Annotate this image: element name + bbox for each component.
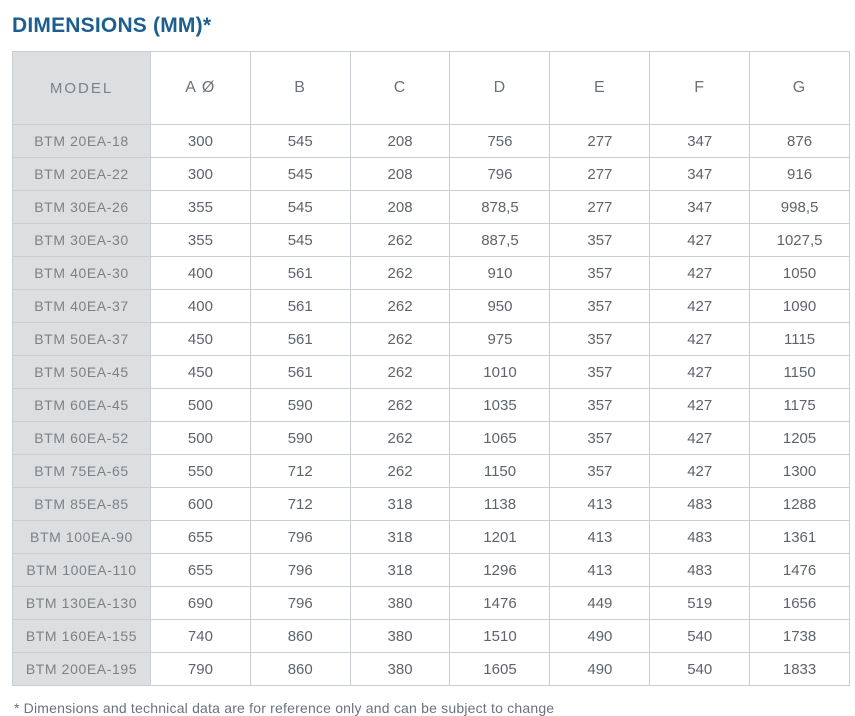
cell-g: 916 xyxy=(750,158,850,191)
cell-d: 756 xyxy=(450,125,550,158)
cell-model: BTM 75EA-65 xyxy=(13,455,151,488)
cell-g: 1027,5 xyxy=(750,224,850,257)
cell-g: 998,5 xyxy=(750,191,850,224)
cell-a: 600 xyxy=(151,488,251,521)
cell-a: 740 xyxy=(151,620,251,653)
cell-c: 318 xyxy=(350,554,450,587)
cell-c: 208 xyxy=(350,125,450,158)
cell-a: 655 xyxy=(151,554,251,587)
cell-e: 413 xyxy=(550,488,650,521)
cell-b: 712 xyxy=(250,488,350,521)
cell-b: 561 xyxy=(250,257,350,290)
cell-f: 427 xyxy=(650,455,750,488)
cell-e: 277 xyxy=(550,125,650,158)
footnote-text: Dimensions and technical data are for reference only and can be subject to change xyxy=(23,700,555,716)
cell-c: 262 xyxy=(350,356,450,389)
footnote-marker: * xyxy=(14,700,20,716)
cell-g: 1361 xyxy=(750,521,850,554)
cell-c: 380 xyxy=(350,653,450,686)
cell-a: 400 xyxy=(151,257,251,290)
cell-a: 500 xyxy=(151,389,251,422)
table-head xyxy=(13,52,850,125)
cell-g: 1833 xyxy=(750,653,850,686)
cell-a: 355 xyxy=(151,191,251,224)
dimensions-table-wrapper xyxy=(8,51,847,686)
cell-d: 1476 xyxy=(450,587,550,620)
cell-model: BTM 160EA-155 xyxy=(13,620,151,653)
cell-model: BTM 20EA-18 xyxy=(13,125,151,158)
cell-f: 483 xyxy=(650,521,750,554)
cell-g: 1656 xyxy=(750,587,850,620)
cell-d: 1150 xyxy=(450,455,550,488)
table-row xyxy=(13,521,850,554)
cell-a: 300 xyxy=(151,158,251,191)
cell-e: 357 xyxy=(550,455,650,488)
table-row xyxy=(13,620,850,653)
cell-model: BTM 60EA-52 xyxy=(13,422,151,455)
cell-model: BTM 30EA-30 xyxy=(13,224,151,257)
cell-g: 1150 xyxy=(750,356,850,389)
cell-g: 1476 xyxy=(750,554,850,587)
cell-b: 545 xyxy=(250,158,350,191)
cell-g: 1738 xyxy=(750,620,850,653)
table-row xyxy=(13,422,850,455)
cell-c: 318 xyxy=(350,488,450,521)
cell-model: BTM 40EA-30 xyxy=(13,257,151,290)
cell-d: 1065 xyxy=(450,422,550,455)
cell-f: 427 xyxy=(650,224,750,257)
table-row xyxy=(13,290,850,323)
cell-f: 427 xyxy=(650,389,750,422)
cell-g: 876 xyxy=(750,125,850,158)
cell-c: 262 xyxy=(350,389,450,422)
cell-model: BTM 100EA-90 xyxy=(13,521,151,554)
cell-e: 413 xyxy=(550,521,650,554)
cell-f: 427 xyxy=(650,356,750,389)
table-row xyxy=(13,191,850,224)
cell-f: 427 xyxy=(650,323,750,356)
cell-e: 357 xyxy=(550,290,650,323)
cell-b: 590 xyxy=(250,422,350,455)
dimensions-table xyxy=(12,51,850,686)
footnote xyxy=(14,700,847,716)
cell-model: BTM 50EA-45 xyxy=(13,356,151,389)
cell-b: 590 xyxy=(250,389,350,422)
cell-b: 561 xyxy=(250,290,350,323)
table-row xyxy=(13,488,850,521)
cell-b: 545 xyxy=(250,191,350,224)
cell-e: 357 xyxy=(550,257,650,290)
column-header-a: A Ø xyxy=(151,52,251,125)
cell-g: 1300 xyxy=(750,455,850,488)
cell-e: 490 xyxy=(550,653,650,686)
cell-g: 1090 xyxy=(750,290,850,323)
cell-d: 796 xyxy=(450,158,550,191)
cell-a: 355 xyxy=(151,224,251,257)
cell-g: 1115 xyxy=(750,323,850,356)
cell-b: 712 xyxy=(250,455,350,488)
cell-b: 860 xyxy=(250,653,350,686)
cell-c: 262 xyxy=(350,257,450,290)
table-body xyxy=(13,125,850,686)
column-header-model: MODEL xyxy=(13,52,151,125)
cell-d: 1510 xyxy=(450,620,550,653)
cell-d: 887,5 xyxy=(450,224,550,257)
cell-b: 796 xyxy=(250,587,350,620)
cell-a: 300 xyxy=(151,125,251,158)
cell-f: 427 xyxy=(650,290,750,323)
cell-a: 550 xyxy=(151,455,251,488)
table-row xyxy=(13,653,850,686)
cell-f: 427 xyxy=(650,422,750,455)
cell-c: 262 xyxy=(350,290,450,323)
cell-e: 357 xyxy=(550,422,650,455)
cell-b: 796 xyxy=(250,521,350,554)
cell-f: 347 xyxy=(650,191,750,224)
cell-c: 208 xyxy=(350,158,450,191)
cell-e: 449 xyxy=(550,587,650,620)
cell-e: 490 xyxy=(550,620,650,653)
cell-e: 277 xyxy=(550,158,650,191)
cell-c: 262 xyxy=(350,422,450,455)
column-header-c: C xyxy=(350,52,450,125)
page-title: DIMENSIONS (MM)* xyxy=(12,14,212,37)
cell-b: 545 xyxy=(250,224,350,257)
cell-b: 561 xyxy=(250,356,350,389)
table-row xyxy=(13,257,850,290)
cell-g: 1288 xyxy=(750,488,850,521)
column-header-e: E xyxy=(550,52,650,125)
cell-c: 262 xyxy=(350,323,450,356)
cell-a: 450 xyxy=(151,323,251,356)
cell-f: 483 xyxy=(650,554,750,587)
cell-model: BTM 20EA-22 xyxy=(13,158,151,191)
cell-d: 975 xyxy=(450,323,550,356)
cell-g: 1205 xyxy=(750,422,850,455)
table-row xyxy=(13,356,850,389)
cell-a: 655 xyxy=(151,521,251,554)
cell-model: BTM 85EA-85 xyxy=(13,488,151,521)
cell-a: 450 xyxy=(151,356,251,389)
table-row xyxy=(13,554,850,587)
cell-c: 262 xyxy=(350,224,450,257)
cell-model: BTM 50EA-37 xyxy=(13,323,151,356)
cell-g: 1050 xyxy=(750,257,850,290)
table-row xyxy=(13,224,850,257)
table-header-row xyxy=(13,52,850,125)
column-header-d: D xyxy=(450,52,550,125)
cell-d: 878,5 xyxy=(450,191,550,224)
cell-e: 357 xyxy=(550,224,650,257)
column-header-g: G xyxy=(750,52,850,125)
cell-a: 400 xyxy=(151,290,251,323)
table-row xyxy=(13,158,850,191)
cell-f: 483 xyxy=(650,488,750,521)
cell-f: 427 xyxy=(650,257,750,290)
cell-a: 690 xyxy=(151,587,251,620)
cell-b: 545 xyxy=(250,125,350,158)
cell-d: 950 xyxy=(450,290,550,323)
table-row xyxy=(13,389,850,422)
cell-model: BTM 200EA-195 xyxy=(13,653,151,686)
cell-b: 860 xyxy=(250,620,350,653)
cell-model: BTM 100EA-110 xyxy=(13,554,151,587)
cell-f: 540 xyxy=(650,620,750,653)
column-header-f: F xyxy=(650,52,750,125)
table-row xyxy=(13,125,850,158)
cell-a: 500 xyxy=(151,422,251,455)
table-row xyxy=(13,323,850,356)
cell-d: 1138 xyxy=(450,488,550,521)
table-row xyxy=(13,587,850,620)
cell-model: BTM 130EA-130 xyxy=(13,587,151,620)
cell-e: 357 xyxy=(550,389,650,422)
column-header-b: B xyxy=(250,52,350,125)
cell-e: 413 xyxy=(550,554,650,587)
cell-c: 318 xyxy=(350,521,450,554)
cell-d: 1035 xyxy=(450,389,550,422)
cell-f: 347 xyxy=(650,158,750,191)
cell-c: 208 xyxy=(350,191,450,224)
cell-e: 357 xyxy=(550,356,650,389)
cell-e: 277 xyxy=(550,191,650,224)
cell-f: 540 xyxy=(650,653,750,686)
cell-g: 1175 xyxy=(750,389,850,422)
cell-d: 910 xyxy=(450,257,550,290)
cell-c: 380 xyxy=(350,587,450,620)
table-row xyxy=(13,455,850,488)
cell-b: 561 xyxy=(250,323,350,356)
cell-model: BTM 30EA-26 xyxy=(13,191,151,224)
cell-d: 1010 xyxy=(450,356,550,389)
cell-a: 790 xyxy=(151,653,251,686)
cell-f: 519 xyxy=(650,587,750,620)
cell-model: BTM 40EA-37 xyxy=(13,290,151,323)
cell-c: 380 xyxy=(350,620,450,653)
cell-e: 357 xyxy=(550,323,650,356)
cell-d: 1605 xyxy=(450,653,550,686)
cell-b: 796 xyxy=(250,554,350,587)
cell-model: BTM 60EA-45 xyxy=(13,389,151,422)
cell-f: 347 xyxy=(650,125,750,158)
cell-d: 1296 xyxy=(450,554,550,587)
cell-d: 1201 xyxy=(450,521,550,554)
cell-c: 262 xyxy=(350,455,450,488)
